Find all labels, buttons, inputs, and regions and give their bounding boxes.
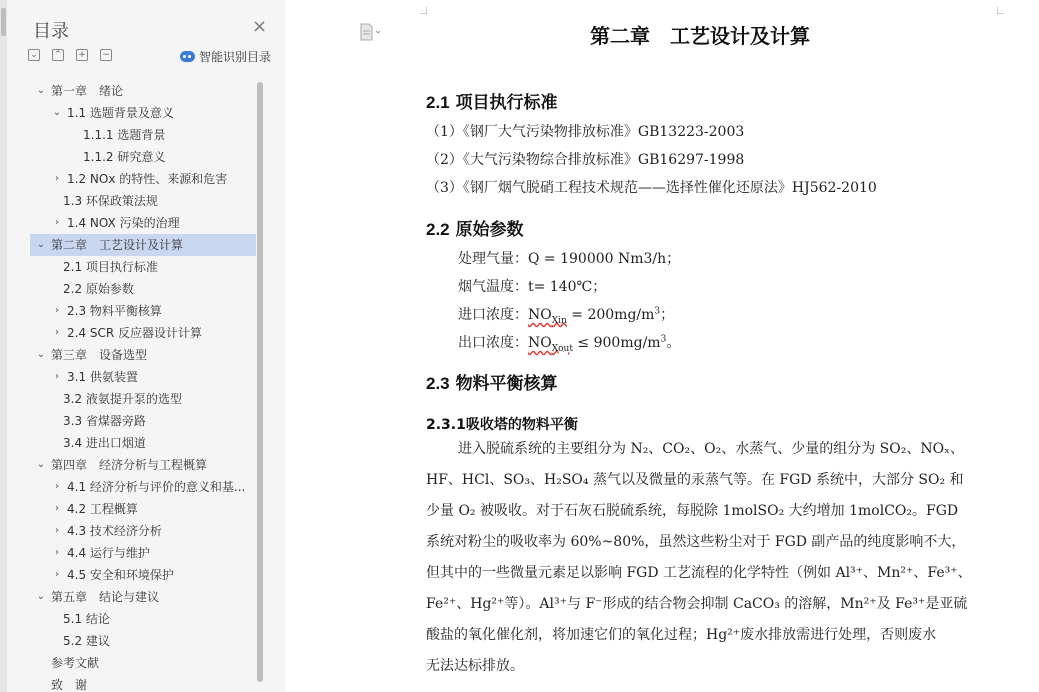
collapse-all-icon[interactable]: ⌃: [52, 49, 64, 61]
toc-item[interactable]: [30, 630, 256, 652]
toc-item[interactable]: [30, 520, 256, 542]
chevron-right-icon[interactable]: ›: [55, 217, 59, 228]
chevron-right-icon[interactable]: ›: [55, 547, 59, 558]
chevron-down-icon[interactable]: ⌄: [52, 107, 62, 118]
toc-item[interactable]: [30, 234, 256, 256]
toc-list: [27, 80, 263, 692]
standard-item: （3）《钢厂烟气脱硝工程技术规范——选择性催化还原法》HJ562-2010: [426, 180, 877, 196]
toc-item[interactable]: [30, 146, 256, 168]
toc-item-label: 2.4 SCR 反应器设计计算: [67, 326, 203, 340]
chevron-right-icon[interactable]: ›: [55, 569, 59, 580]
toc-item[interactable]: [30, 498, 256, 520]
toc-item[interactable]: [30, 344, 256, 366]
toc-item-label: 4.3 技术经济分析: [67, 524, 162, 538]
subsection-heading-2-3-1: 2.3.1吸收塔的物料平衡: [426, 417, 578, 433]
section-heading-2-2: 2.2 原始参数: [426, 220, 524, 240]
toc-item-label: 第一章 绪论: [51, 84, 124, 98]
paragraph-line: Fe²⁺、Hg²⁺等）。Al³⁺与 F⁻形成的结合物会抑制 CaCO₃ 的溶解，Mn²⁺及 Fe³⁺是亚硫: [426, 596, 968, 612]
chevron-right-icon[interactable]: ›: [55, 525, 59, 536]
chapter-title: 第二章 工艺设计及计算: [590, 24, 810, 48]
standard-item: （1）《钢厂大气污染物排放标准》GB13223-2003: [426, 124, 745, 140]
expand-all-icon[interactable]: ⌄: [28, 49, 40, 61]
toc-scrollbar[interactable]: [257, 82, 263, 682]
toc-item[interactable]: [30, 564, 256, 586]
page-corner-mark: [997, 7, 1004, 14]
document-mode-icon[interactable]: [358, 23, 382, 41]
toc-item-label: 致 谢: [51, 678, 88, 692]
chevron-right-icon[interactable]: ›: [55, 305, 59, 316]
smart-toc-button[interactable]: [180, 48, 271, 65]
paragraph-line: HF、HCl、SO₃、H₂SO₄ 蒸气以及微量的汞蒸气等。在 FGD 系统中，大部分 SO₂ 和: [426, 472, 964, 488]
smart-toc-label: 智能识别目录: [199, 50, 272, 64]
toc-item[interactable]: [30, 586, 256, 608]
toc-item-label: 1.3 环保政策法规: [63, 194, 158, 208]
paragraph-line: 进入脱硫系统的主要组分为 N₂、CO₂、O₂、水蒸气、少量的组分为 SO₂、NOₓ、: [458, 441, 964, 457]
paragraph-line: 少量 O₂ 被吸收。对于石灰石脱硫系统，每脱除 1molSO₂ 大约增加 1molCO₂。FGD: [426, 503, 959, 519]
toc-item-label: 1.1 选题背景及意义: [67, 106, 174, 120]
chevron-right-icon[interactable]: ›: [55, 371, 59, 382]
toc-item-label: 4.5 安全和环境保护: [67, 568, 174, 582]
param-temp: 烟气温度：t= 140℃；: [458, 279, 607, 295]
toc-item[interactable]: [30, 410, 256, 432]
param-inlet: 进口浓度：$NO_{Xin} = 200mg/m^3$；: [458, 306, 675, 326]
chevron-down-icon[interactable]: ⌄: [36, 591, 46, 602]
toc-item-label: 2.1 项目执行标准: [63, 260, 158, 274]
toc-item[interactable]: [30, 256, 256, 278]
toc-item-label: 4.1 经济分析与评价的意义和基...: [67, 480, 246, 494]
param-outlet: 出口浓度：$NO_{Xout} \le 900mg/m^3$。: [458, 334, 681, 354]
page-corner-mark: [420, 7, 427, 14]
add-heading-icon[interactable]: +: [76, 49, 88, 61]
toc-item-label: 4.4 运行与维护: [67, 546, 150, 560]
toc-item[interactable]: [30, 212, 256, 234]
toc-item-label: 2.2 原始参数: [63, 282, 134, 296]
toc-item[interactable]: [30, 388, 256, 410]
chevron-right-icon[interactable]: ›: [55, 503, 59, 514]
remove-heading-icon[interactable]: −: [100, 49, 112, 61]
section-heading-2-1: 2.1 项目执行标准: [426, 93, 558, 113]
toc-item[interactable]: [30, 608, 256, 630]
robot-icon: [180, 51, 195, 62]
paragraph-line: 系统对粉尘的吸收率为 60%~80%，虽然这些粉尘对于 FGD 副产品的纯度影响不大，: [426, 534, 966, 550]
toc-item-label: 3.4 进出口烟道: [63, 436, 146, 450]
param-flow: 处理气量：Q = 190000 Nm3/h；: [458, 251, 681, 267]
toc-item[interactable]: [30, 278, 256, 300]
chevron-right-icon[interactable]: ›: [55, 173, 59, 184]
paragraph-line: 无法达标排放。: [426, 658, 524, 674]
toc-item-label: 1.1.1 选题背景: [83, 128, 166, 142]
chevron-right-icon[interactable]: ›: [55, 481, 59, 492]
toc-item[interactable]: [30, 674, 256, 692]
toc-item[interactable]: [30, 300, 256, 322]
toc-item[interactable]: [30, 190, 256, 212]
toc-item-label: 第五章 结论与建议: [51, 590, 160, 604]
paragraph-line: 但其中的一些微量元素足以影响 FGD 工艺流程的化学特性（例如 Al³⁺、Mn²⁺、Fe³⁺、: [426, 565, 972, 581]
toc-item-label: 1.4 NOX 污染的治理: [67, 216, 180, 230]
toc-item[interactable]: [30, 80, 256, 102]
chevron-right-icon[interactable]: ›: [55, 327, 59, 338]
standard-item: （2）《大气污染物综合排放标准》GB16297-1998: [426, 152, 745, 168]
toc-item-label: 参考文献: [51, 656, 100, 670]
toc-title: 目录: [33, 21, 69, 42]
left-edge-scrollbar[interactable]: [0, 0, 7, 692]
toc-item[interactable]: [30, 168, 256, 190]
section-heading-2-3: 2.3 物料平衡核算: [426, 374, 558, 394]
close-icon[interactable]: ×: [252, 16, 268, 37]
toc-item[interactable]: [30, 366, 256, 388]
toc-item-label: 1.2 NOx 的特性、来源和危害: [67, 172, 228, 186]
left-edge-scroll-thumb[interactable]: [1, 8, 6, 36]
toc-item[interactable]: [30, 542, 256, 564]
toc-item[interactable]: [30, 102, 256, 124]
chevron-down-icon[interactable]: ⌄: [36, 459, 46, 470]
toc-item-label: 第二章 工艺设计及计算: [51, 238, 184, 252]
toc-item[interactable]: [30, 476, 256, 498]
chevron-down-icon[interactable]: ⌄: [36, 349, 46, 360]
toc-item-label: 1.1.2 研究意义: [83, 150, 166, 164]
toc-item-label: 3.2 液氨提升泵的选型: [63, 392, 182, 406]
toc-item-label: 3.3 省煤器旁路: [63, 414, 146, 428]
toc-pane: [0, 0, 285, 692]
toc-item-label: 5.1 结论: [63, 612, 110, 626]
chevron-down-icon[interactable]: ⌄: [36, 239, 46, 250]
toc-item-label: 2.3 物料平衡核算: [67, 304, 162, 318]
toc-item[interactable]: [30, 124, 256, 146]
chevron-down-icon[interactable]: ⌄: [36, 85, 46, 96]
toc-item[interactable]: [30, 454, 256, 476]
toc-item[interactable]: [30, 432, 256, 454]
toc-item[interactable]: [30, 322, 256, 344]
toc-item-label: 第四章 经济分析与工程概算: [51, 458, 208, 472]
toc-item-label: 4.2 工程概算: [67, 502, 138, 516]
toc-item-label: 5.2 建议: [63, 634, 110, 648]
toc-item-label: 第三章 设备选型: [51, 348, 148, 362]
paragraph-line: 酸盐的氧化催化剂，将加速它们的氧化过程；Hg²⁺废水排放需进行处理，否则废水: [426, 627, 937, 643]
toc-item[interactable]: [30, 652, 256, 674]
toc-item-label: 3.1 供氨装置: [67, 370, 138, 384]
